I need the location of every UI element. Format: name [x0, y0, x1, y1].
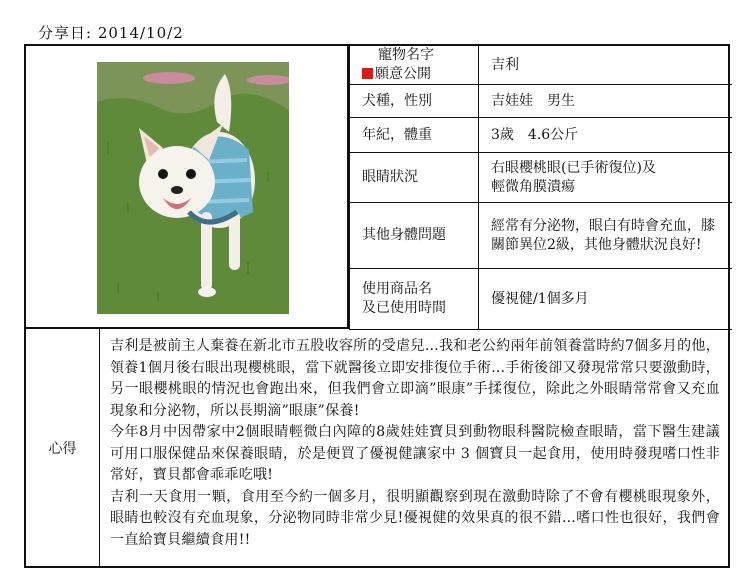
- breed-label: 犬種，性別: [350, 85, 479, 118]
- pet-name-label: 寵物名字 願意公開: [350, 46, 479, 85]
- row-product: [350, 269, 733, 330]
- age-value: 3歲 4.6公斤: [479, 118, 733, 153]
- other-issues-label: 其他身體問題: [350, 203, 479, 269]
- share-date: 分享日: 2014/10/2: [38, 24, 184, 42]
- pet-name-value: 吉利: [479, 46, 733, 85]
- notes-body: [110, 336, 720, 551]
- row-breed: [350, 85, 733, 118]
- notes-label: 心得: [26, 329, 100, 566]
- eye-condition-value: 右眼櫻桃眼(已手術復位)及 輕微角膜潰瘍: [479, 153, 733, 203]
- dog-photo: [97, 62, 289, 314]
- other-issues-value: 經常有分泌物，眼白有時會充血，膝關節異位2級，其他身體狀況良好!: [479, 203, 733, 269]
- row-pet-name: [350, 46, 733, 85]
- pet-info-table: [349, 46, 732, 330]
- notes-paragraph: 吉利是被前主人棄養在新北市五股收容所的受虐兒…我和老公約兩年前領養當時約7個多月的他，領養1個月後右眼出現櫻桃眼，當下就醫後立即安排復位手術…手術後卻又發現常常只要激動時，另一眼櫻桃眼的情況也會跑出來，但我們會立即滴”眼康”手揉復位，除此之外眼睛常常會又充血現象和分泌物，所以長期滴”眼康”保養!: [110, 338, 720, 419]
- eye-condition-label: 眼睛狀況: [350, 153, 479, 203]
- photo-cell: [26, 46, 349, 329]
- pet-info-sheet: [24, 44, 730, 568]
- age-label: 年紀，體重: [350, 118, 479, 153]
- product-label: 使用商品名 及已使用時間: [350, 269, 479, 330]
- notes-paragraph: 今年8月中因帶家中2個眼睛輕微白內障的8歲娃娃寶貝到動物眼科醫院檢查眼睛，當下醫生建議可用口服保健品來保養眼睛，於是便買了優視健讓家中 3 個寶貝一起食用，使用時發現嗜口性非常好，寶貝都會乖乖吃哦!: [110, 424, 720, 483]
- notes-paragraph: 吉利一天食用一顆，食用至今約一個多月，很明顯觀察到現在激動時除了不會有櫻桃眼現象外，眼睛也較沒有充血現象，分泌物同時非常少見!優視健的效果真的很不錯…嗜口性也很好，我們會一直給寶貝繼續食用!!: [110, 488, 720, 548]
- product-value: 優視健/1個多月: [479, 269, 733, 330]
- row-eye: [350, 153, 733, 203]
- row-age: [350, 118, 733, 153]
- row-other: [350, 203, 733, 269]
- breed-value: 吉娃娃 男生: [479, 85, 733, 118]
- checkbox-private-icon: [362, 68, 373, 79]
